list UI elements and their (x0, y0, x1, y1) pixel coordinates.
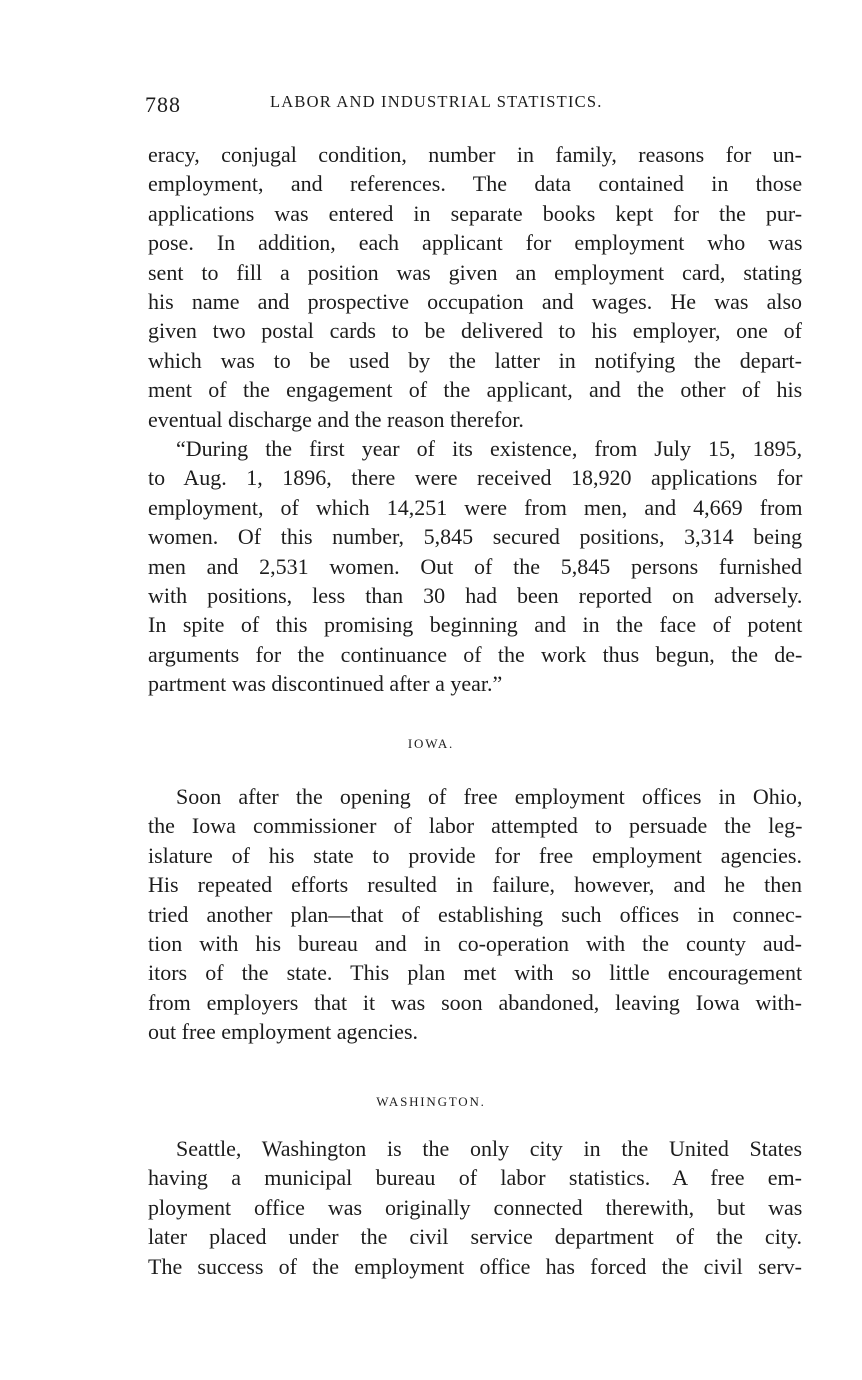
text-line: Soon after the opening of free employment offices in Ohio, (176, 784, 803, 809)
text-line: pose. In addition, each applicant for employment who was (148, 230, 803, 256)
text-line: sent to fill a position was given an employment card, stating (148, 259, 802, 285)
text-line: arguments for the continuance of the work thus begun, the de- (148, 641, 803, 667)
page-header (145, 90, 685, 118)
text-line: ployment office was originally connected therewith, but was (148, 1194, 803, 1220)
text-line: employment, of which 14,251 were from men, and 4,669 from (148, 494, 803, 520)
text-line: His repeated efforts resulted in failure, however, and he then (148, 872, 803, 898)
text-line: eventual discharge and the reason therefor. (148, 406, 524, 432)
text-line: tion with his bureau and in co-operation with the county aud- (148, 931, 802, 957)
text-line: out free employment agencies. (148, 1019, 419, 1045)
paragraph-quote (148, 434, 802, 699)
text-line: the Iowa commissioner of labor attempted to persuade the leg- (148, 813, 803, 839)
text-line: partment was discontinued after a year.” (148, 671, 503, 697)
paragraph-continuation (148, 140, 802, 434)
text-line: applications was entered in separate books kept for the pur- (148, 200, 803, 226)
text-line: to Aug. 1, 1896, there were received 18,920 applications for (148, 465, 803, 491)
text-line: “During the first year of its existence, from July 15, 1895, (176, 436, 803, 461)
text-line: which was to be used by the latter in notifying the depart- (148, 347, 802, 373)
text-line: Seattle, Washington is the only city in the United States (176, 1136, 803, 1161)
text-line: his name and prospective occupation and wages. He was also (148, 289, 803, 315)
running-title: LABOR AND INDUSTRIAL STATISTICS. (270, 92, 603, 111)
text-line: having a municipal bureau of labor statistics. A free em- (148, 1165, 802, 1191)
section-heading-washington: WASHINGTON. (376, 1094, 486, 1109)
paragraph-iowa (148, 782, 802, 1047)
text-line: with positions, less than 30 had been reported on adversely. (148, 583, 803, 609)
text-line: men and 2,531 women. Out of the 5,845 persons furnished (148, 553, 802, 579)
text-line: ment of the engagement of the applicant, and the other of his (148, 377, 803, 403)
text-line: In spite of this promising beginning and in the face of potent (148, 612, 803, 638)
text-line: women. Of this number, 5,845 secured positions, 3,314 being (148, 524, 803, 550)
section-heading-iowa: IOWA. (407, 736, 455, 751)
text-line: The success of the employment office has forced the civil serv- (148, 1253, 802, 1279)
text-line: employment, and references. The data contained in those (148, 171, 803, 197)
text-line: itors of the state. This plan met with so little encouragement (148, 960, 803, 986)
text-line: from employers that it was soon abandoned, leaving Iowa with- (148, 989, 802, 1015)
text-line: given two postal cards to be delivered to his employer, one of (148, 318, 802, 344)
page-number: 788 (145, 92, 181, 117)
text-line: islature of his state to provide for free employment agencies. (148, 842, 802, 868)
text-line: later placed under the civil service department of the city. (148, 1224, 802, 1250)
text-line: tried another plan—that of establishing such offices in connec- (148, 901, 803, 927)
paragraph-washington (148, 1134, 802, 1281)
text-line: eracy, conjugal condition, number in family, reasons for un- (148, 142, 802, 167)
